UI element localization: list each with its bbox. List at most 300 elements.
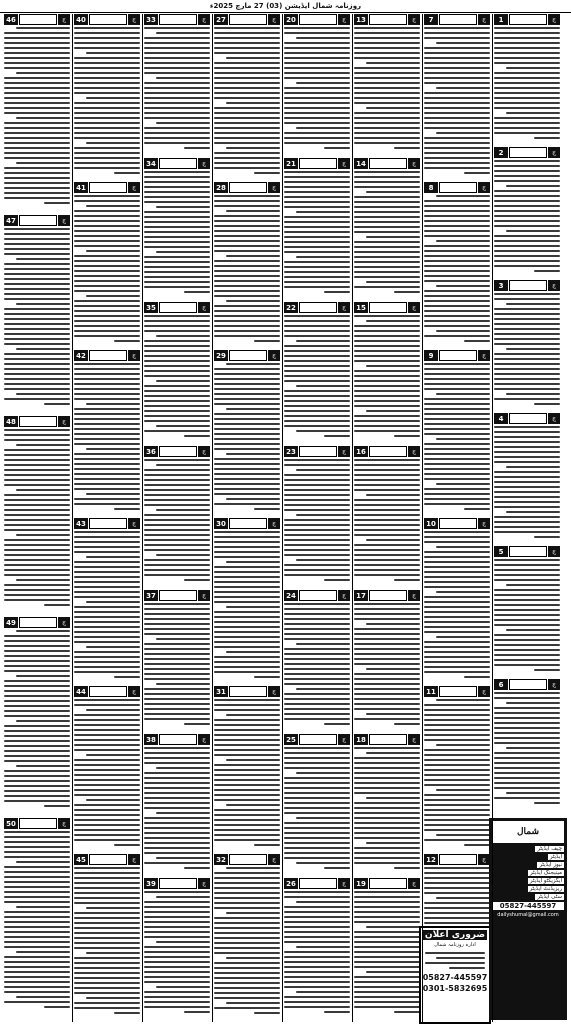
headline-box <box>299 878 337 889</box>
text-line <box>74 265 140 267</box>
text-line <box>354 827 420 829</box>
text-line <box>144 271 210 273</box>
text-line <box>424 611 490 613</box>
column-rule <box>492 14 493 1022</box>
text-line <box>424 754 490 756</box>
text-line <box>74 473 140 475</box>
text-line <box>4 715 70 717</box>
text-line <box>144 226 210 228</box>
text-line <box>74 1007 140 1009</box>
text-line <box>494 772 560 774</box>
headline-box <box>439 686 477 697</box>
news-column <box>354 14 420 1022</box>
text-line <box>4 896 70 898</box>
text-line <box>424 220 490 222</box>
credit-label: ایڈیٹر <box>549 854 562 860</box>
text-line <box>354 420 420 422</box>
text-line <box>144 837 210 839</box>
section-tag: ج <box>128 518 140 529</box>
text-line <box>4 42 70 44</box>
text-line <box>284 117 350 119</box>
text-line <box>296 559 350 561</box>
text-line <box>424 290 490 292</box>
text-line <box>144 67 210 69</box>
text-line <box>144 191 210 193</box>
text-line <box>144 603 210 605</box>
text-line <box>494 343 560 345</box>
editorial-credits-box <box>489 818 567 1020</box>
text-line <box>436 132 490 134</box>
text-line <box>494 250 560 252</box>
section-tag: ج <box>58 617 70 628</box>
section-number: 46 <box>4 14 18 25</box>
text-line <box>214 305 280 307</box>
text-line <box>144 911 210 913</box>
text-line <box>354 921 420 923</box>
text-line <box>366 842 420 844</box>
text-line <box>494 97 560 99</box>
text-line <box>4 398 70 400</box>
text-line <box>144 1001 210 1003</box>
text-line <box>4 559 70 561</box>
news-item-header <box>144 14 210 25</box>
headline-box <box>159 14 197 25</box>
text-line <box>74 463 140 465</box>
text-line <box>4 851 70 853</box>
section-tag: ج <box>128 350 140 361</box>
news-item-header <box>4 215 70 226</box>
news-item-header <box>144 446 210 457</box>
text-line <box>506 747 560 749</box>
text-line <box>74 162 140 164</box>
text-line <box>494 388 560 390</box>
section-number: 41 <box>74 182 88 193</box>
text-line <box>4 152 70 154</box>
text-line <box>74 977 140 979</box>
text-line <box>284 623 350 625</box>
text-line <box>284 181 350 183</box>
text-line <box>284 92 350 94</box>
headline-box <box>439 14 477 25</box>
text-line <box>214 631 280 633</box>
text-line <box>284 842 350 844</box>
text-line <box>494 32 560 34</box>
text-line <box>74 546 140 548</box>
text-line <box>74 147 140 149</box>
text-line <box>144 87 210 89</box>
text-line <box>74 122 140 124</box>
text-line <box>74 586 140 588</box>
text-line <box>424 433 490 435</box>
text-line <box>4 549 70 551</box>
text-line <box>86 52 140 54</box>
text-line <box>74 867 140 869</box>
text-line <box>4 243 70 245</box>
text-line <box>354 276 420 278</box>
text-line <box>214 285 280 287</box>
text-line <box>144 47 210 49</box>
text-line <box>424 260 490 262</box>
text-line <box>214 661 280 663</box>
section-number: 24 <box>284 590 298 601</box>
text-line <box>214 270 280 272</box>
text-line <box>74 661 140 663</box>
text-line <box>214 744 280 746</box>
text-line <box>16 117 70 119</box>
text-line <box>226 408 280 410</box>
text-line <box>214 235 280 237</box>
text-line <box>4 353 70 355</box>
text-line <box>144 688 210 690</box>
text-line <box>144 693 210 695</box>
section-number: 44 <box>74 686 88 697</box>
text-line <box>424 335 490 337</box>
text-line <box>144 901 210 903</box>
text-line <box>354 618 420 620</box>
text-line <box>354 226 420 228</box>
text-line <box>424 157 490 159</box>
text-line <box>4 142 70 144</box>
text-line <box>214 937 280 939</box>
text-line <box>506 792 560 794</box>
text-line <box>284 365 350 367</box>
news-item-header <box>4 416 70 427</box>
text-line <box>144 355 210 357</box>
text-line <box>424 300 490 302</box>
text-line <box>284 554 350 556</box>
text-line <box>4 760 70 762</box>
text-line <box>354 852 420 854</box>
text-line <box>16 258 70 260</box>
text-line <box>284 77 350 79</box>
text-line <box>144 479 210 481</box>
newspaper-page <box>4 14 567 1022</box>
news-item-header <box>354 734 420 745</box>
text-line <box>74 937 140 939</box>
text-line <box>436 285 490 287</box>
news-item <box>284 446 350 587</box>
text-line <box>494 225 560 227</box>
text-line <box>214 819 280 821</box>
text-line <box>354 117 420 119</box>
text-line <box>436 789 490 791</box>
headline-box <box>19 416 57 427</box>
text-line <box>214 621 280 623</box>
section-number: 50 <box>4 818 18 829</box>
news-item <box>494 679 560 809</box>
text-line <box>494 496 560 498</box>
text-line <box>74 483 140 485</box>
text-line <box>156 554 210 556</box>
text-line <box>494 521 560 523</box>
text-line <box>4 87 70 89</box>
text-line <box>296 991 350 993</box>
text-line <box>144 757 210 759</box>
text-line <box>144 787 210 789</box>
text-line <box>424 536 490 538</box>
text-line <box>354 812 420 814</box>
headline-box <box>369 734 407 745</box>
news-column <box>4 14 70 1022</box>
text-line <box>424 734 490 736</box>
text-line <box>214 47 280 49</box>
text-line <box>74 536 140 538</box>
text-line <box>144 112 210 114</box>
text-line <box>144 72 210 74</box>
section-number: 12 <box>424 854 438 865</box>
section-tag: ج <box>478 14 490 25</box>
text-line <box>494 87 560 89</box>
news-column <box>74 14 140 1022</box>
text-line <box>424 892 490 894</box>
headline-box <box>439 854 477 865</box>
text-line <box>16 444 70 446</box>
text-line <box>156 941 210 943</box>
text-line <box>424 704 490 706</box>
text-line <box>284 315 350 317</box>
text-line <box>284 52 350 54</box>
text-line <box>144 127 210 129</box>
section-tag: ج <box>268 518 280 529</box>
text-line <box>74 102 140 104</box>
text-line <box>366 191 420 193</box>
text-line <box>284 479 350 481</box>
text-line <box>144 231 210 233</box>
text-line <box>424 473 490 475</box>
text-line <box>74 1002 140 1004</box>
text-line <box>494 308 560 310</box>
text-line <box>214 1007 280 1009</box>
text-line <box>494 559 560 561</box>
notice-line <box>436 957 485 959</box>
text-line <box>4 47 70 49</box>
text-line <box>284 221 350 223</box>
text-line <box>226 57 280 59</box>
text-line <box>226 363 280 365</box>
headline-box <box>89 518 127 529</box>
text-line <box>354 698 420 700</box>
text-line <box>4 836 70 838</box>
text-line <box>4 177 70 179</box>
news-item-header <box>74 686 140 697</box>
text-line <box>74 458 140 460</box>
text-line <box>74 225 140 227</box>
text-line <box>226 867 280 869</box>
text-line <box>354 1001 420 1003</box>
text-line <box>284 653 350 655</box>
text-line <box>74 759 140 761</box>
text-line <box>424 586 490 588</box>
text-line <box>354 901 420 903</box>
text-line <box>16 162 70 164</box>
text-line <box>74 704 140 706</box>
text-line <box>284 966 350 968</box>
text-line <box>354 430 420 432</box>
text-line <box>366 713 420 715</box>
text-line <box>284 986 350 988</box>
text-line <box>74 877 140 879</box>
section-number: 33 <box>144 14 158 25</box>
text-line <box>284 906 350 908</box>
text-line <box>424 270 490 272</box>
text-line <box>4 464 70 466</box>
text-line <box>354 628 420 630</box>
text-line <box>144 211 210 213</box>
text-line <box>214 42 280 44</box>
text-line <box>284 459 350 461</box>
text-line <box>4 147 70 149</box>
text-line <box>284 956 350 958</box>
news-item-header <box>284 446 350 457</box>
text-line <box>156 32 210 34</box>
text-line <box>366 494 420 496</box>
text-line <box>156 335 210 337</box>
text-line <box>494 451 560 453</box>
text-line <box>284 241 350 243</box>
headline-box <box>19 215 57 226</box>
text-line <box>284 420 350 422</box>
text-line <box>394 435 420 437</box>
text-line <box>354 916 420 918</box>
section-number: 49 <box>4 617 18 628</box>
text-line <box>436 897 490 899</box>
text-line <box>284 57 350 59</box>
text-line <box>4 107 70 109</box>
text-line <box>144 92 210 94</box>
text-line <box>226 714 280 716</box>
text-line <box>144 852 210 854</box>
text-line <box>74 902 140 904</box>
text-line <box>284 782 350 784</box>
text-line <box>436 393 490 395</box>
text-line <box>494 659 560 661</box>
text-line <box>494 707 560 709</box>
news-item <box>424 14 490 179</box>
text-line <box>494 486 560 488</box>
text-line <box>4 268 70 270</box>
text-line <box>184 435 210 437</box>
text-line <box>284 1006 350 1008</box>
section-number: 26 <box>284 878 298 889</box>
text-line <box>494 200 560 202</box>
headline-box <box>229 854 267 865</box>
section-number: 16 <box>354 446 368 457</box>
text-line <box>74 215 140 217</box>
text-line <box>284 474 350 476</box>
text-line <box>424 122 490 124</box>
section-number: 4 <box>494 413 508 424</box>
notice-line <box>425 962 485 964</box>
text-line <box>354 678 420 680</box>
text-line <box>4 901 70 903</box>
text-line <box>226 1002 280 1004</box>
text-line <box>214 531 280 533</box>
text-line <box>214 591 280 593</box>
text-line <box>354 325 420 327</box>
text-line <box>74 478 140 480</box>
text-line <box>4 750 70 752</box>
text-line <box>144 1006 210 1008</box>
text-line <box>354 385 420 387</box>
text-line <box>424 245 490 247</box>
text-line <box>144 221 210 223</box>
news-item-header <box>424 854 490 865</box>
text-line <box>214 137 280 139</box>
text-line <box>354 360 420 362</box>
text-line <box>494 175 560 177</box>
text-line <box>144 936 210 938</box>
text-line <box>214 902 280 904</box>
section-tag: ج <box>548 546 560 557</box>
news-item <box>424 686 490 851</box>
text-line <box>494 752 560 754</box>
section-tag: ج <box>408 734 420 745</box>
text-line <box>4 454 70 456</box>
text-line <box>354 171 420 173</box>
text-line <box>494 717 560 719</box>
text-line <box>354 42 420 44</box>
section-number: 25 <box>284 734 298 745</box>
section-tag: ج <box>198 14 210 25</box>
text-line <box>354 564 420 566</box>
text-line <box>424 215 490 217</box>
text-line <box>74 260 140 262</box>
column-rule <box>282 14 283 1022</box>
column-rule <box>72 14 73 1022</box>
text-line <box>494 579 560 581</box>
text-line <box>214 205 280 207</box>
text-line <box>494 27 560 29</box>
text-line <box>494 363 560 365</box>
text-line <box>74 724 140 726</box>
text-line <box>494 117 560 119</box>
text-line <box>354 464 420 466</box>
text-line <box>214 330 280 332</box>
text-line <box>4 308 70 310</box>
text-line <box>284 603 350 605</box>
news-item <box>4 617 70 815</box>
text-line <box>4 97 70 99</box>
text-line <box>214 488 280 490</box>
text-line <box>214 794 280 796</box>
text-line <box>74 566 140 568</box>
text-line <box>424 418 490 420</box>
text-line <box>494 82 560 84</box>
text-line <box>144 42 210 44</box>
news-item <box>214 854 280 1019</box>
text-line <box>214 463 280 465</box>
text-line <box>284 62 350 64</box>
text-line <box>74 576 140 578</box>
text-line <box>424 729 490 731</box>
text-line <box>144 822 210 824</box>
text-line <box>284 832 350 834</box>
text-line <box>4 705 70 707</box>
credit-row <box>492 894 564 900</box>
text-line <box>4 730 70 732</box>
text-line <box>354 499 420 501</box>
text-line <box>214 383 280 385</box>
text-line <box>16 579 70 581</box>
text-line <box>534 536 560 538</box>
text-line <box>354 991 420 993</box>
text-line <box>214 656 280 658</box>
text-line <box>214 917 280 919</box>
text-line <box>4 690 70 692</box>
text-line <box>354 718 420 720</box>
text-line <box>354 569 420 571</box>
text-line <box>74 468 140 470</box>
